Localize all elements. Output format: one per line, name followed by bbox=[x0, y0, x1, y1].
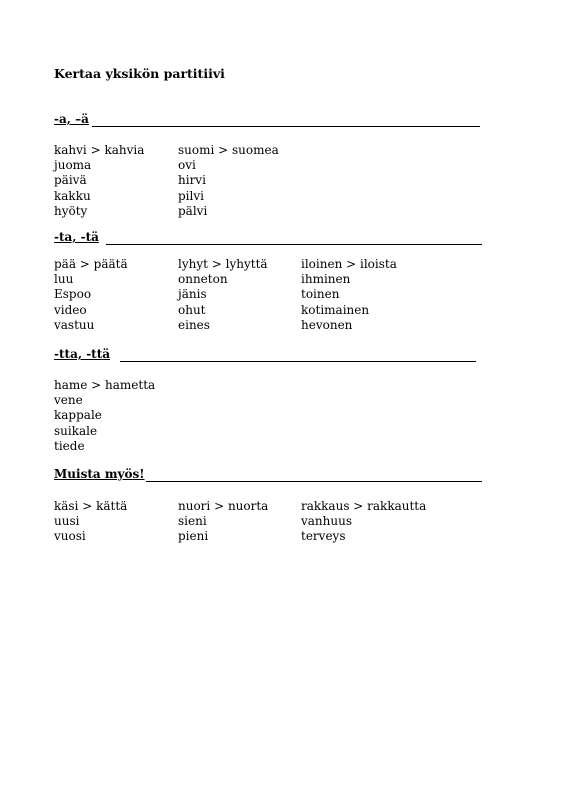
word-item: luu bbox=[54, 272, 74, 287]
word-item: uusi bbox=[54, 514, 80, 529]
section-rule-ta bbox=[106, 244, 482, 245]
section-rule-a bbox=[92, 126, 480, 127]
word-item: päivä bbox=[54, 173, 87, 188]
word-item: sieni bbox=[178, 514, 207, 529]
word-column bbox=[178, 257, 268, 333]
word-item: suikale bbox=[54, 423, 98, 438]
word-item: kappale bbox=[54, 408, 102, 423]
word-column bbox=[301, 257, 397, 333]
word-item: jänis bbox=[178, 287, 207, 302]
word-item: onneton bbox=[178, 272, 228, 287]
word-item: Espoo bbox=[54, 287, 92, 302]
word-item: pää > päätä bbox=[54, 257, 128, 271]
page-title: Kertaa yksikön partitiivi bbox=[54, 66, 225, 81]
word-item: hirvi bbox=[178, 173, 206, 188]
word-item: pälvi bbox=[178, 203, 208, 218]
word-column bbox=[54, 499, 127, 545]
word-column bbox=[54, 378, 155, 454]
word-item: tiede bbox=[54, 438, 85, 453]
word-item: pieni bbox=[178, 529, 209, 544]
word-item: kakku bbox=[54, 188, 91, 203]
section-heading-a: -a, –ä bbox=[54, 112, 89, 126]
word-item: video bbox=[54, 302, 87, 317]
word-item: suomi > suomea bbox=[178, 143, 279, 157]
word-item: pilvi bbox=[178, 188, 204, 203]
word-item: vuosi bbox=[54, 529, 86, 544]
word-item: toinen bbox=[301, 287, 340, 302]
word-item: nuori > nuorta bbox=[178, 499, 269, 513]
word-item: ohut bbox=[178, 302, 206, 317]
word-column bbox=[54, 257, 128, 333]
section-heading-muista: Muista myös! bbox=[54, 467, 145, 481]
section-rule-muista bbox=[146, 481, 482, 482]
word-item: vene bbox=[54, 393, 83, 408]
word-item: ovi bbox=[178, 158, 196, 173]
word-item: hyöty bbox=[54, 203, 88, 218]
section-rule-tta bbox=[120, 361, 476, 362]
word-column bbox=[301, 499, 426, 545]
word-column bbox=[178, 143, 279, 219]
section-heading-tta: -tta, -ttä bbox=[54, 347, 111, 361]
word-item: rakkaus > rakkautta bbox=[301, 499, 427, 513]
word-item: eines bbox=[178, 317, 210, 332]
word-item: juoma bbox=[54, 158, 92, 173]
word-item: kotimainen bbox=[301, 302, 370, 317]
word-item: vastuu bbox=[54, 317, 95, 332]
word-item: käsi > kättä bbox=[54, 499, 128, 513]
word-column bbox=[54, 143, 144, 219]
word-item: hevonen bbox=[301, 317, 353, 332]
word-item: lyhyt > lyhyttä bbox=[178, 257, 268, 271]
word-column bbox=[178, 499, 268, 545]
word-item: iloinen > iloista bbox=[301, 257, 397, 271]
word-item: hame > hametta bbox=[54, 378, 156, 392]
word-item: terveys bbox=[301, 529, 346, 544]
section-heading-ta: -ta, -tä bbox=[54, 230, 99, 244]
word-item: vanhuus bbox=[301, 514, 353, 529]
word-item: kahvi > kahvia bbox=[54, 143, 145, 157]
word-item: ihminen bbox=[301, 272, 351, 287]
